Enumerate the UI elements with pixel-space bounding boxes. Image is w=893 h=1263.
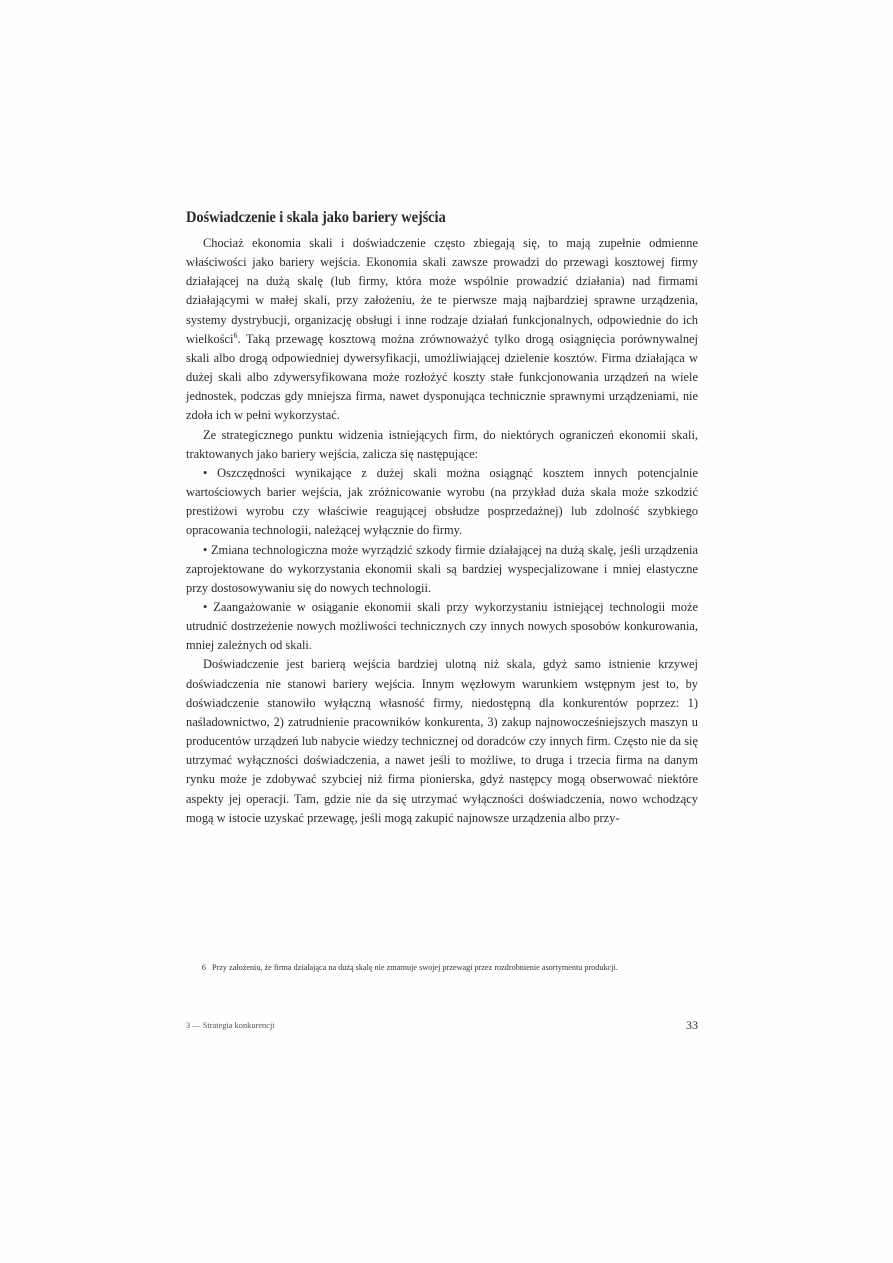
bullet-2: • Zmiana technologiczna może wyrządzić szkody firmie działającej na dużą skalę, jeśli urządzenia zaprojektowane do wykorzystania ekonomii skali są bardziej wyspecjalizowane i mniej elastyczne przy dostosowywaniu się do nowych technologii. <box>186 542 698 595</box>
paragraph-1-text-a: Chociaż ekonomia skali i doświadczenie często zbiegają się, to mają zupełnie odmienne właściwości jako bariery wejścia. Ekonomia skali zawsze prowadzi do przewagi kosztowej firmy działającej na dużą skalę (lub firmy, która może wspólnie prowadzić działania) nad firmami działającymi w małej skali, przy założeniu, że te pierwsze mają najbardziej sprawne urządzenia, systemy dystrybucji, organizację obsługi i inne rodzaje działań funkcjonalnych, odpowiednie do ich wielkości <box>186 236 698 346</box>
footnote-reference: 6 <box>233 330 238 340</box>
paragraph-1 <box>186 234 698 426</box>
bullet-1: • Oszczędności wynikające z dużej skali można osiągnąć kosztem innych potencjalnie wartościowych barier wejścia, jak zróżnicowanie wyrobu (na przykład duża skala może szkodzić prestiżowi wyrobu czy właściwie reagującej obsłudze posprzedażnej) lub zdolność szybkiego opracowania technologii, należącej wyłącznie do firmy. <box>186 465 698 538</box>
bullet-3: • Zaangażowanie w osiąganie ekonomii skali przy wykorzystaniu istniejącej technologii może utrudnić dostrzeżenie nowych możliwości technicznych czy innych nowych sposobów konkurowania, mniej zależnych od skali. <box>186 599 698 653</box>
footnote <box>186 962 698 973</box>
paragraph-3: Doświadczenie jest barierą wejścia bardziej ulotną niż skala, gdyż samo istnienie krzywej doświadczenia nie stanowi bariery wejścia. Innym węzłowym warunkiem wstępnym jest to, by doświadczenie stanowiło wyłączną własność firmy, niedostępną dla konkurentów poprzez: 1) naśladownictwo, 2) zatrudnienie pracowników konkurenta, 3) zakup najnowocześniejszych maszyn u producentów urządzeń lub nabycie wiedzy technicznej od doradców czy innych firm. Często nie da się utrzymać wyłączności doświadczenia, a nawet jeśli to możliwe, to druga i trzecia firma na danym rynku może je zdobywać szybciej niż firma pionierska, gdyż następcy mogą obserwować niektóre aspekty jej operacji. Tam, gdzie nie da się utrzymać wyłączności doświadczenia, nowo wchodzący mogą w istocie uzyskać przewagę, jeśli mogą zakupić najnowsze urządzenia albo przy- <box>186 657 698 825</box>
running-footer: 3 — Strategia konkurencji <box>186 1021 275 1030</box>
footnote-mark: 6 <box>201 963 206 972</box>
paragraph-2: Ze strategicznego punktu widzenia istniejących firm, do niektórych ograniczeń ekonomii skali, traktowanych jako bariery wejścia, zalicza się następujące: <box>186 427 698 461</box>
paragraph-1-text-b: . Taką przewagę kosztową można zrównoważyć tylko drogą osiągnięcia porównywalnej skali albo drogą odpowiedniej dywersyfikacji, umożliwiającej dzielenie kosztów. Firma działająca w dużej skali albo zdywersyfikowana może rozłożyć koszty stałe funkcjonowania urządzeń na wiele jednostek, podczas gdy mniejsza firma, nawet dysponująca technicznie sprawnymi urządzeniami, nie zdoła ich w pełni wykorzystać. <box>186 331 698 423</box>
footnote-text: Przy założeniu, że firma działająca na dużą skalę nie zmarnuje swojej przewagi przez rozdrobnienie asortymentu produkcji. <box>212 963 618 972</box>
section-heading: Doświadczenie i skala jako bariery wejścia <box>186 209 446 227</box>
page-number: 33 <box>686 1018 698 1032</box>
page-body <box>186 208 698 828</box>
